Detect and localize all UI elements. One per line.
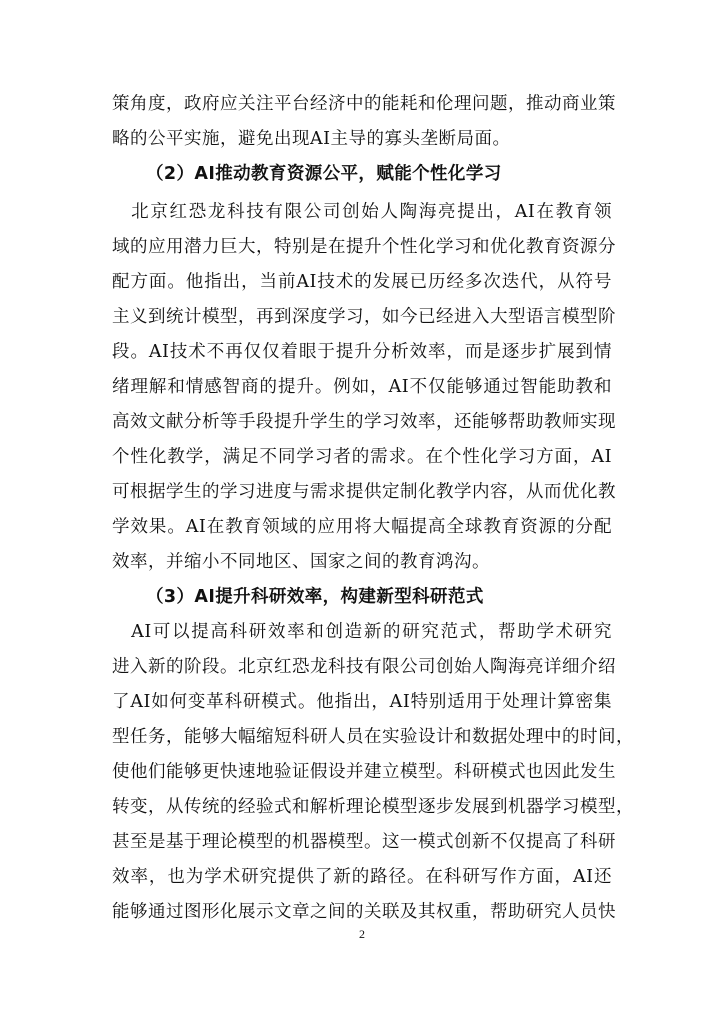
paragraph-line: 甚至是基于理论模型的机器模型。这一模式创新不仅提高了科研 — [112, 832, 616, 852]
paragraph-line: 效率，也为学术研究提供了新的路径。在科研写作方面，AI还 — [112, 867, 612, 887]
paragraph-line: AI可以提高科研效率和创造新的研究范式，帮助学术研究 — [112, 622, 612, 642]
paragraph-line: 了AI如何变革科研模式。他指出，AI特别适用于处理计算密集 — [112, 692, 612, 712]
section-heading-3: （3）AI提升科研效率，构建新型科研范式 — [146, 587, 484, 607]
paragraph-line: 绪理解和情感智商的提升。例如，AI不仅能够通过智能助教和 — [112, 377, 612, 397]
paragraph-line: 北京红恐龙科技有限公司创始人陶海亮提出，AI在教育领 — [112, 202, 612, 222]
paragraph-line: 可根据学生的学习进度与需求提供定制化教学内容，从而优化教 — [112, 482, 616, 502]
paragraph-line: 主义到统计模型，再到深度学习，如今已经进入大型语言模型阶 — [112, 307, 616, 327]
section-heading-2: （2）AI推动教育资源公平，赋能个性化学习 — [146, 164, 502, 184]
paragraph-line: 配方面。他指出，当前AI技术的发展已历经多次迭代，从符号 — [112, 272, 612, 292]
paragraph-line: 域的应用潜力巨大，特别是在提升个性化学习和优化教育资源分 — [112, 237, 616, 257]
paragraph-line: 型任务，能够大幅缩短科研人员在实验设计和数据处理中的时间， — [112, 727, 634, 747]
paragraph-line: 策角度，政府应关注平台经济中的能耗和伦理问题，推动商业策 — [112, 94, 616, 114]
paragraph-line: 转变，从传统的经验式和解析理论模型逐步发展到机器学习模型， — [112, 797, 634, 817]
paragraph-line: 高效文献分析等手段提升学生的学习效率，还能够帮助教师实现 — [112, 412, 616, 432]
paragraph-line: 效率，并缩小不同地区、国家之间的教育鸿沟。 — [112, 552, 490, 572]
paragraph-line: 使他们能够更快速地验证假设并建立模型。科研模式也因此发生 — [112, 762, 616, 782]
page-number: 2 — [359, 927, 365, 941]
paragraph-line: 进入新的阶段。北京红恐龙科技有限公司创始人陶海亮详细介绍 — [112, 657, 616, 677]
paragraph-line: 学效果。AI在教育领域的应用将大幅提高全球教育资源的分配 — [112, 517, 612, 537]
paragraph-line: 个性化教学，满足不同学习者的需求。在个性化学习方面，AI — [112, 447, 612, 467]
paragraph-line: 能够通过图形化展示文章之间的关联及其权重，帮助研究人员快 — [112, 902, 616, 922]
paragraph-line: 略的公平实施，避免出现AI主导的寡头垄断局面。 — [112, 129, 511, 149]
paragraph-line: 段。AI技术不再仅仅着眼于提升分析效率，而是逐步扩展到情 — [112, 342, 612, 362]
